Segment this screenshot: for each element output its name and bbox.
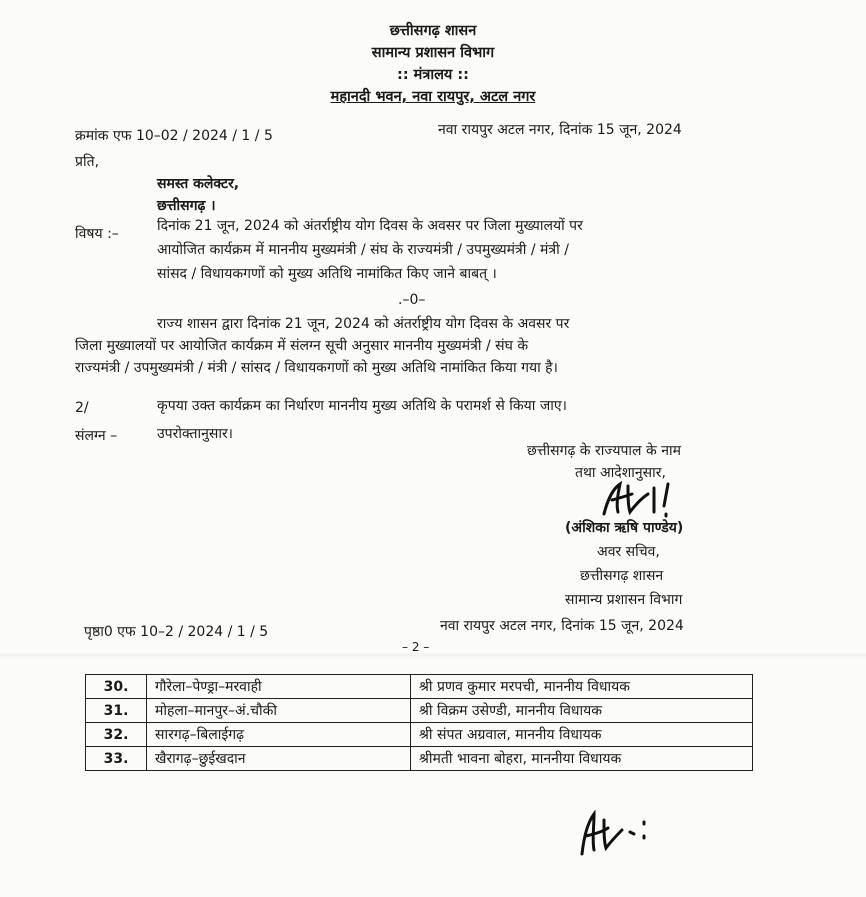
- reference-number: क्रमांक एफ 10–02 / 2024 / 1 / 5: [75, 128, 273, 144]
- place-date: नवा रायपुर अटल नगर, दिनांक 15 जून, 2024: [438, 122, 682, 138]
- header-department: सामान्य प्रशासन विभाग: [371, 45, 495, 61]
- chief-guest-name: श्री विक्रम उसेण्डी, माननीय विधायक: [411, 699, 753, 723]
- body-line3: राज्यमंत्री / उपमुख्यमंत्री / मंत्री / सांसद / विधायकगणों को मुख्य अतिथि नामांकित किया गया है।: [75, 360, 558, 376]
- addressee-line1: समस्त कलेक्टर,: [157, 176, 240, 192]
- header-address: महानदी भवन, नवा रायपुर, अटल नगर: [330, 89, 536, 105]
- header-secretariat: :: मंत्रालय ::: [397, 67, 469, 83]
- table-row: [86, 723, 753, 747]
- signatory-designation: अवर सचिव,: [597, 544, 660, 560]
- separator: .–0–: [398, 292, 426, 308]
- row-number: 30.: [86, 675, 147, 699]
- page-break: [0, 652, 866, 660]
- enclosure-label: संलग्न –: [75, 428, 118, 444]
- chief-guest-name: श्री संपत अग्रवाल, माननीय विधायक: [411, 723, 753, 747]
- to-label: प्रति,: [75, 154, 100, 170]
- body-line1: राज्य शासन द्वारा दिनांक 21 जून, 2024 को अंतर्राष्ट्रीय योग दिवस के अवसर पर: [157, 316, 570, 332]
- signature-mark-page2: [572, 806, 654, 862]
- order-line1: छत्तीसगढ़ के राज्यपाल के नाम: [527, 443, 681, 459]
- row-number: 32.: [86, 723, 147, 747]
- row-number: 31.: [86, 699, 147, 723]
- body-line2: जिला मुख्यालयों पर आयोजित कार्यक्रम में संलग्न सूची अनुसार माननीय मुख्यमंत्री / संघ के: [75, 338, 529, 354]
- point2-label: 2/: [75, 400, 89, 416]
- addressee-line2: छत्तीसगढ़ ।: [157, 198, 216, 214]
- subject-line3: सांसद / विधायकगणों को मुख्य अतिथि नामांकित किए जाने बाबत् ।: [157, 266, 497, 282]
- signatory-office1: छत्तीसगढ़ शासन: [580, 568, 664, 584]
- signatory-office2: सामान्य प्रशासन विभाग: [565, 592, 683, 608]
- point2-text: कृपया उक्त कार्यक्रम का निर्धारण माननीय मुख्य अतिथि के परामर्श से किया जाए।: [157, 398, 567, 414]
- subject-label: विषय :–: [75, 226, 119, 242]
- chief-guest-name: श्री प्रणव कुमार मरपची, माननीय विधायक: [411, 675, 753, 699]
- endorsement-place-date: नवा रायपुर अटल नगर, दिनांक 15 जून, 2024: [440, 618, 684, 634]
- subject-line2: आयोजित कार्यक्रम में माननीय मुख्यमंत्री / संघ के राज्यमंत्री / उपमुख्यमंत्री / मंत्री /: [157, 242, 569, 258]
- row-number: 33.: [86, 747, 147, 771]
- header-government: छत्तीसगढ़ शासन: [389, 23, 477, 39]
- table-row: [86, 747, 753, 771]
- enclosure-text: उपरोक्तानुसार।: [157, 426, 233, 442]
- chief-guest-table: [85, 674, 753, 771]
- district-name: सारगढ़–बिलाईगढ़: [147, 723, 411, 747]
- table-row: [86, 675, 753, 699]
- signatory-name: (अंशिका ऋषि पाण्डेय): [565, 520, 684, 536]
- subject-line1: दिनांक 21 जून, 2024 को अंतर्राष्ट्रीय योग दिवस के अवसर पर जिला मुख्यालयों पर: [157, 218, 583, 234]
- endorsement-ref: पृष्ठा0 एफ 10–2 / 2024 / 1 / 5: [84, 624, 269, 640]
- order-line2: तथा आदेशानुसार,: [575, 465, 666, 481]
- signature-mark: [598, 478, 680, 522]
- page-number-marker: – 2 –: [402, 640, 430, 654]
- chief-guest-name: श्रीमती भावना बोहरा, माननीया विधायक: [411, 747, 753, 771]
- table-row: [86, 699, 753, 723]
- district-name: खैरागढ़–छुईखदान: [147, 747, 411, 771]
- district-name: गौरेला–पेण्ड्रा–मरवाही: [147, 675, 411, 699]
- district-name: मोहला–मानपुर–अं.चौकी: [147, 699, 411, 723]
